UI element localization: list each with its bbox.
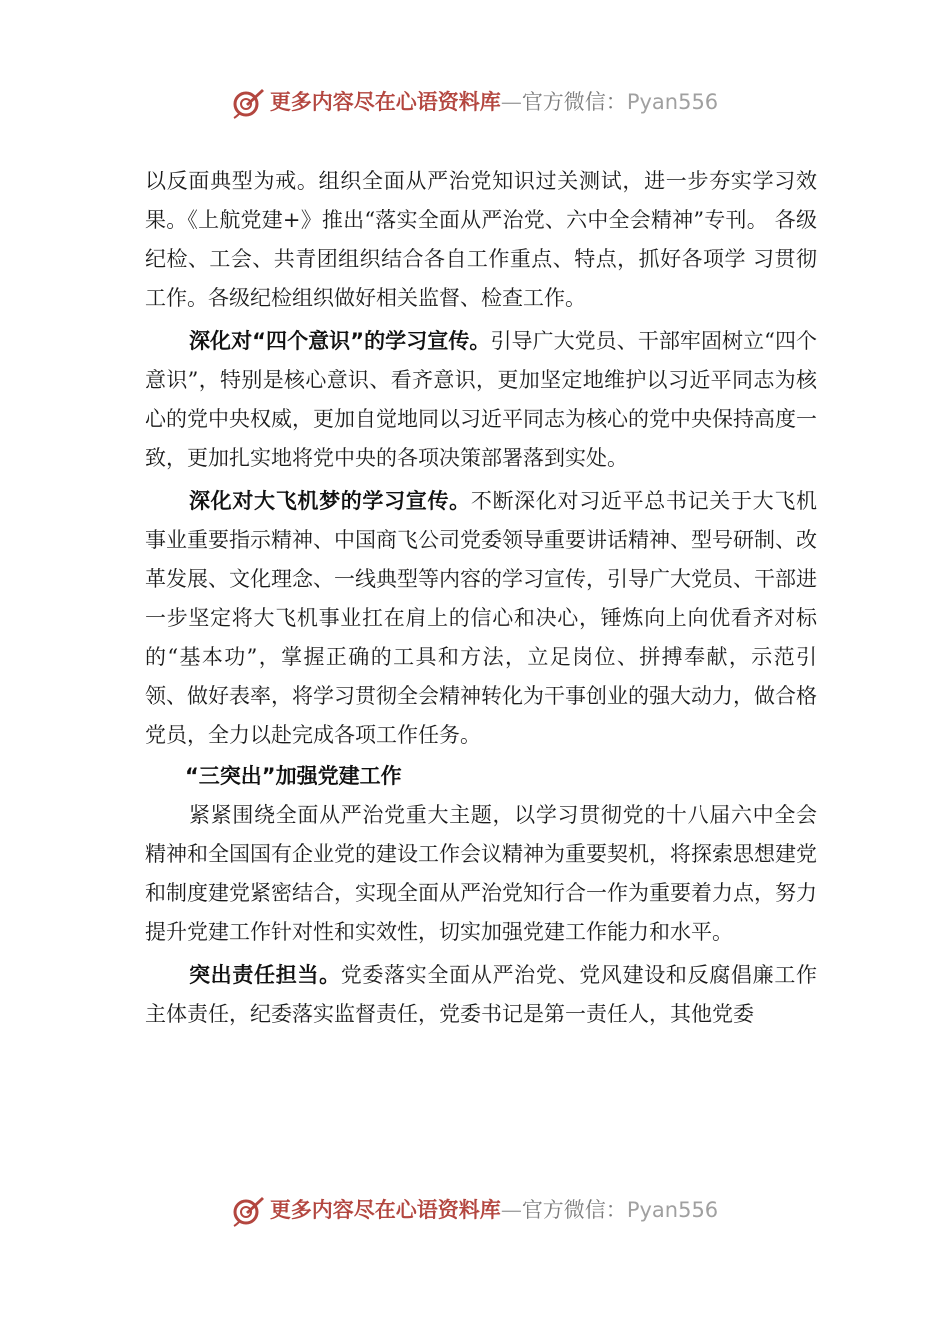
banner-separator: — <box>500 1198 522 1222</box>
paragraph-3-lead: 深化对大飞机梦的学习宣传。 <box>189 489 471 513</box>
paragraph-2-text: 引导广大党员、干部牢固树立“四个意识”，特别是核心意识、看齐意识，更加坚定地维护以习近平同志为核心的党中央权威，更加自觉地同以习近平同志为核心的党中央保持高度一致，更加扎实地将党中央的各项决策部署落到实处。 <box>145 329 817 470</box>
paragraph-4: 紧紧围绕全面从严治党重大主题，以学习贯彻党的十八届六中全会精神和全国国有企业党的建设工作会议精神为重要契机，将探索思想建党和制度建党紧密结合，实现全面从严治党知行合一作为重要着力点，努力提升党建工作针对性和实效性，切实加强党建工作能力和水平。 <box>145 803 817 944</box>
paragraph-2-lead: 深化对“四个意识”的学习宣传。 <box>189 329 491 353</box>
paragraph-5-lead: 突出责任担当。 <box>189 963 341 987</box>
pen-logo-icon <box>232 85 266 119</box>
banner-wechat-label: 官方微信： <box>521 1198 627 1222</box>
paragraph-2 <box>145 322 817 478</box>
pen-logo-icon <box>232 1193 266 1227</box>
banner-wechat-id: Pyan556 <box>626 90 719 114</box>
banner-wechat-id: Pyan556 <box>626 1198 719 1222</box>
document-body <box>145 162 817 1034</box>
paragraph-5-text: 党委落实全面从严治党、党风建设和反腐倡廉工作主体责任，纪委落实监督责任，党委书记是第一责任人，其他党委 <box>145 963 817 1026</box>
paragraph-5 <box>145 956 817 1034</box>
banner-separator: — <box>500 90 522 114</box>
banner-wechat-label: 官方微信： <box>521 90 627 114</box>
footer-watermark-banner <box>0 1190 950 1230</box>
header-watermark-banner <box>0 82 950 122</box>
banner-main-text: 更多内容尽在心语资料库 <box>269 1197 501 1222</box>
paragraph-3-text: 不断深化对习近平总书记关于大飞机事业重要指示精神、中国商飞公司党委领导重要讲话精神、型号研制、改革发展、文化理念、一线典型等内容的学习宣传，引导广大党员、干部进一步坚定将大飞机事业扛在肩上的信心和决心，锤炼向上向优看齐对标的“基本功”，掌握正确的工具和方法，立足岗位、拼搏奉献，示范引领、做好表率，将学习贯彻全会精神转化为干事创业的强大动力，做合格党员，全力以赴完成各项工作任务。 <box>145 489 818 747</box>
banner-main-text: 更多内容尽在心语资料库 <box>269 89 501 114</box>
section-heading: “三突出”加强党建工作 <box>185 764 402 788</box>
paragraph-1: 以反面典型为戒。组织全面从严治党知识过关测试，进一步夯实学习效果。《上航党建+》推出“落实全面从严治党、六中全会精神”专刊。 各级纪检、工会、共青团组织结合各自工作重点、特点，抓好各项学 习贯彻工作。各级纪检组织做好相关监督、检查工作。 <box>145 169 817 310</box>
paragraph-3 <box>145 482 817 755</box>
